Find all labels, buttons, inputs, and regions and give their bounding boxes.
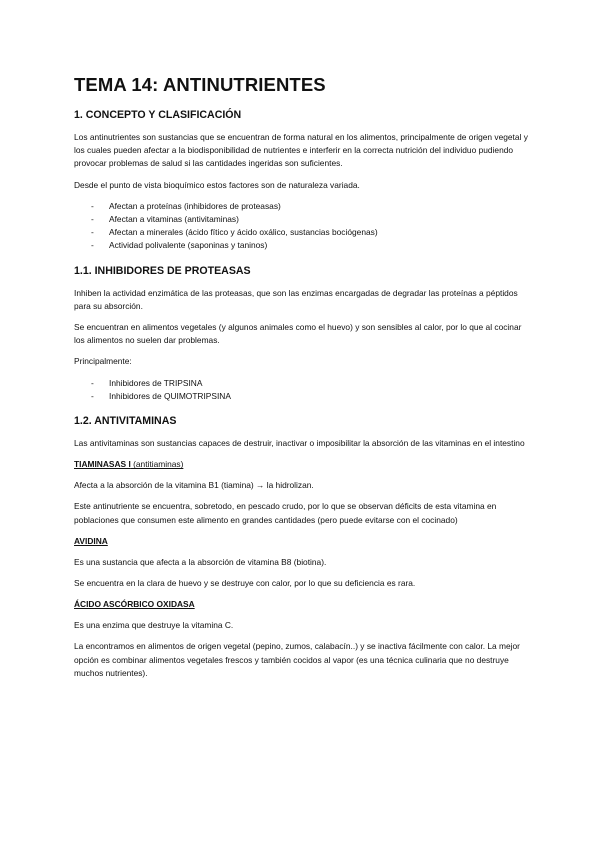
- avidina-paragraph-1: Es una sustancia que afecta a la absorción de vitamina B8 (biotina).: [74, 556, 327, 567]
- list-item: - Afectan a minerales (ácido fítico y ácido oxálico, sustancias bociógenas): [91, 226, 528, 239]
- section-1-1-list: [74, 377, 528, 403]
- tiaminasas-title: TIAMINASAS I: [74, 459, 131, 470]
- list-item: - Actividad polivalente (saponinas y taninos): [91, 239, 528, 252]
- tiaminasas-paragraph-2: Este antinutriente se encuentra, sobretodo, en pescado crudo, por lo que se observan déficits de esta vitamina en poblaciones que consumen este alimento en grandes cantidades (pero puede evitarse con el cocinado): [74, 501, 497, 525]
- section-1-paragraph-1: Los antinutrientes son sustancias que se encuentran de forma natural en los alimentos, principalmente de origen vegetal y los cuales pueden afectar a la biodisponibilidad de nutrientes e interferir en la correcta nutrición del individuo pudiendo provocar problemas de salud si las cantidades ingeridas son suficientes.: [74, 132, 528, 169]
- ascorbico-paragraph-2: La encontramos en alimentos de origen vegetal (pepino, zumos, calabacín..) y se inactiva fácilmente con calor. La mejor opción es combinar alimentos vegetales frescos y también cocidos al vapor (es una técnica culinaria que no destruye muchos nutrientes).: [74, 641, 520, 678]
- section-1-1-paragraph-3: Principalmente:: [74, 356, 132, 367]
- avidina-paragraph-2: Se encuentra en la clara de huevo y se destruye con calor, por lo que su deficiencia es rara.: [74, 578, 416, 589]
- tiaminasas-subheading: [74, 458, 528, 471]
- list-item: - Afectan a proteínas (inhibidores de proteasas): [91, 200, 528, 213]
- list-item: - Inhibidores de TRIPSINA: [91, 377, 528, 390]
- section-1-1-paragraph-1: Inhiben la actividad enzimática de las proteasas, que son las enzimas encargadas de degradar las proteínas a péptidos para su absorción.: [74, 287, 518, 311]
- section-1-heading: 1. CONCEPTO Y CLASIFICACIÓN: [74, 109, 242, 121]
- ascorbico-subheading: ÁCIDO ASCÓRBICO OXIDASA: [74, 599, 195, 610]
- tiaminasas-note: (antitiaminas): [130, 459, 184, 470]
- ascorbico-paragraph-1: Es una enzima que destruye la vitamina C.: [74, 620, 234, 631]
- section-1-paragraph-2: Desde el punto de vista bioquímico estos factores son de naturaleza variada.: [74, 179, 360, 190]
- page-title: TEMA 14: ANTINUTRIENTES: [74, 74, 326, 95]
- section-1-2-heading: 1.2. ANTIVITAMINAS: [74, 415, 177, 428]
- section-1-1-heading: 1.1. INHIBIDORES DE PROTEASAS: [74, 264, 251, 277]
- section-1-list: [74, 200, 528, 253]
- list-item: - Afectan a vitaminas (antivitaminas): [91, 213, 528, 226]
- section-1-1-paragraph-2: Se encuentran en alimentos vegetales (y algunos animales como el huevo) y son sensibles al calor, por lo que al cocinar los alimentos no suelen dar problemas.: [74, 322, 522, 346]
- section-1-2-paragraph-1: Las antivitaminas son sustancias capaces de destruir, inactivar o imposibilitar la absorción de las vitaminas en el intestino: [74, 438, 525, 449]
- tiaminasas-paragraph-1: Afecta a la absorción de la vitamina B1 (tiamina) → la hidrolizan.: [74, 480, 314, 491]
- list-item: - Inhibidores de QUIMOTRIPSINA: [91, 390, 528, 403]
- avidina-subheading: AVIDINA: [74, 535, 108, 546]
